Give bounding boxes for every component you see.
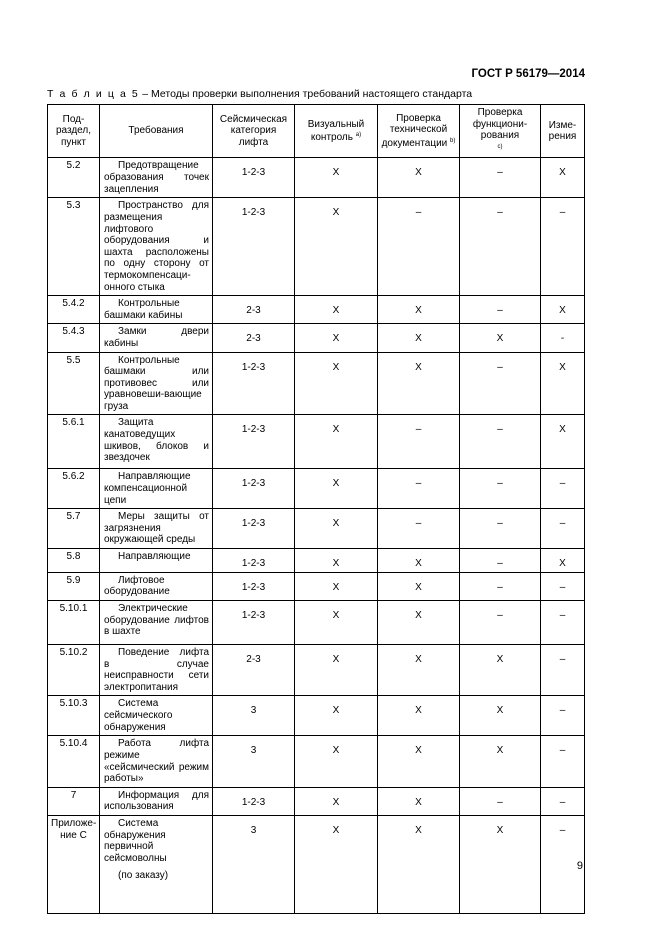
section-cell: 7: [48, 787, 100, 815]
requirement-cell: [100, 324, 213, 352]
table-header-row: [48, 105, 585, 158]
tech-docs-cell: X: [378, 549, 460, 573]
seismic-category-cell: 1-2-3: [213, 787, 295, 815]
measurement-cell: –: [541, 787, 585, 815]
requirement-cell: [100, 158, 213, 198]
column-header-function-check: [460, 105, 541, 158]
requirement-cell: [100, 736, 213, 787]
table-row: [48, 352, 585, 415]
requirement-text: Предотвращение образования точек зацепления: [104, 160, 209, 195]
footnote-b: b): [450, 137, 456, 144]
table-row: [48, 736, 585, 787]
seismic-category-cell: 1-2-3: [213, 198, 295, 296]
visual-check-cell: X: [295, 469, 378, 509]
column-header-visual: [295, 105, 378, 158]
tech-docs-cell: X: [378, 352, 460, 415]
measurement-cell: –: [541, 645, 585, 696]
requirements-table: [47, 104, 585, 914]
visual-check-cell: X: [295, 601, 378, 645]
table-row: [48, 158, 585, 198]
requirement-text: Поведение лифта в случае неисправности сети электропитания: [104, 647, 209, 693]
requirement-text: Меры защиты от загрязнения окружающей среды: [104, 511, 209, 546]
visual-check-cell: X: [295, 509, 378, 549]
tech-docs-cell: X: [378, 645, 460, 696]
tech-docs-cell: X: [378, 787, 460, 815]
seismic-category-cell: 2-3: [213, 296, 295, 324]
column-header-tech-docs: [378, 105, 460, 158]
function-check-cell: X: [460, 696, 541, 736]
measurement-cell: X: [541, 296, 585, 324]
requirement-text: Работа лифта режиме «сейсмический режим работы»: [104, 738, 209, 785]
section-cell: 5.10.2: [48, 645, 100, 696]
requirement-cell: [100, 296, 213, 324]
column-header-seismic-category: Сейсмическая категория лифта: [213, 105, 295, 158]
measurement-cell: –: [541, 601, 585, 645]
requirement-cell: [100, 352, 213, 415]
visual-check-cell: X: [295, 158, 378, 198]
section-cell: 5.9: [48, 572, 100, 600]
measurement-cell: –: [541, 198, 585, 296]
table-label: Т а б л и ц а 5: [47, 88, 140, 100]
table-row: [48, 509, 585, 549]
function-check-cell: X: [460, 324, 541, 352]
table-row: [48, 787, 585, 815]
function-check-cell: –: [460, 787, 541, 815]
requirement-text: Информация для использования: [104, 789, 209, 813]
seismic-category-cell: 3: [213, 815, 295, 913]
section-cell: 5.6.1: [48, 415, 100, 469]
function-check-cell: –: [460, 469, 541, 509]
column-header-func-text: Проверка функциони-рования: [472, 107, 528, 142]
requirement-text: Направляющие: [118, 551, 191, 563]
table-row: [48, 415, 585, 469]
visual-check-cell: X: [295, 549, 378, 573]
tech-docs-cell: –: [378, 415, 460, 469]
requirement-text: Защита канатоведущих шкивов, блоков и звездочек: [104, 417, 209, 464]
seismic-category-cell: 1-2-3: [213, 601, 295, 645]
table-row: [48, 324, 585, 352]
column-header-subsection: Под-раздел, пункт: [48, 105, 100, 158]
section-cell: 5.4.3: [48, 324, 100, 352]
footnote-a: а): [355, 132, 362, 139]
seismic-category-cell: 2-3: [213, 324, 295, 352]
measurement-cell: X: [541, 415, 585, 469]
section-cell: 5.10.3: [48, 696, 100, 736]
tech-docs-cell: –: [378, 198, 460, 296]
section-cell: Приложе-ние С: [48, 815, 100, 913]
table-row: [48, 296, 585, 324]
seismic-category-cell: 1-2-3: [213, 352, 295, 415]
page-number: 9: [576, 860, 583, 872]
seismic-category-cell: 1-2-3: [213, 469, 295, 509]
requirement-cell: [100, 601, 213, 645]
measurement-cell: -: [541, 324, 585, 352]
measurement-cell: –: [541, 509, 585, 549]
requirement-cell: [100, 469, 213, 509]
visual-check-cell: X: [295, 324, 378, 352]
measurement-cell: –: [541, 572, 585, 600]
table-row: [48, 469, 585, 509]
table-row: [48, 549, 585, 573]
requirement-text: Замки двери кабины: [104, 326, 209, 349]
visual-check-cell: X: [295, 352, 378, 415]
table-row: [48, 645, 585, 696]
tech-docs-cell: X: [378, 815, 460, 913]
function-check-cell: –: [460, 572, 541, 600]
table-row: [48, 198, 585, 296]
tech-docs-cell: X: [378, 296, 460, 324]
requirement-cell: [100, 549, 213, 573]
section-cell: 5.5: [48, 352, 100, 415]
visual-check-cell: X: [295, 415, 378, 469]
requirement-text: Система обнаружения первичной сейсмоволны: [104, 817, 167, 864]
function-check-cell: –: [460, 509, 541, 549]
function-check-cell: X: [460, 645, 541, 696]
requirement-cell: [100, 509, 213, 549]
seismic-category-cell: 3: [213, 736, 295, 787]
column-header-requirements: Требования: [100, 105, 213, 158]
section-cell: 5.4.2: [48, 296, 100, 324]
tech-docs-cell: X: [378, 601, 460, 645]
table-row: [48, 601, 585, 645]
seismic-category-cell: 2-3: [213, 645, 295, 696]
seismic-category-cell: 1-2-3: [213, 572, 295, 600]
requirement-text: Контрольные башмаки или противовес или уравновеши-вающие груза: [104, 354, 209, 412]
function-check-cell: –: [460, 601, 541, 645]
visual-check-cell: X: [295, 296, 378, 324]
requirement-cell: [100, 645, 213, 696]
requirement-cell: [100, 415, 213, 469]
section-cell: 5.3: [48, 198, 100, 296]
table-row: [48, 572, 585, 600]
requirement-text: Система сейсмического обнаружения: [104, 698, 173, 733]
function-check-cell: –: [460, 352, 541, 415]
function-check-cell: –: [460, 296, 541, 324]
tech-docs-cell: X: [378, 572, 460, 600]
measurement-cell: X: [541, 352, 585, 415]
seismic-category-cell: 1-2-3: [213, 509, 295, 549]
visual-check-cell: X: [295, 787, 378, 815]
measurement-cell: –: [541, 736, 585, 787]
visual-check-cell: X: [295, 815, 378, 913]
table-row: [48, 696, 585, 736]
section-cell: 5.10.4: [48, 736, 100, 787]
measurement-cell: X: [541, 549, 585, 573]
visual-check-cell: X: [295, 572, 378, 600]
requirement-text: Лифтовое оборудование: [104, 574, 170, 598]
requirement-text: Электрические оборудование лифтов в шахте: [104, 603, 209, 638]
function-check-cell: –: [460, 198, 541, 296]
tech-docs-cell: X: [378, 696, 460, 736]
section-cell: 5.6.2: [48, 469, 100, 509]
column-header-measurements: Изме-рения: [541, 105, 585, 158]
requirement-cell: [100, 198, 213, 296]
visual-check-cell: X: [295, 645, 378, 696]
requirement-note: (по заказу): [118, 870, 169, 882]
seismic-category-cell: 3: [213, 696, 295, 736]
section-cell: 5.8: [48, 549, 100, 573]
requirement-text: Пространство для размещения лифтового оборудования и шахта расположены по одну сторону от термокомпенсаци-онного стыка: [104, 200, 209, 293]
section-cell: 5.7: [48, 509, 100, 549]
visual-check-cell: X: [295, 736, 378, 787]
requirement-cell: [100, 815, 213, 913]
requirement-cell: [100, 787, 213, 815]
requirement-text: Направляющие компенсационной цепи: [104, 471, 191, 506]
footnote-c: с): [497, 143, 503, 150]
tech-docs-cell: X: [378, 158, 460, 198]
measurement-cell: –: [541, 696, 585, 736]
table-body: [48, 158, 585, 914]
function-check-cell: X: [460, 736, 541, 787]
tech-docs-cell: X: [378, 736, 460, 787]
table-title: – Методы проверки выполнения требований настоящего стандарта: [139, 88, 473, 100]
seismic-category-cell: 1-2-3: [213, 415, 295, 469]
standard-number: ГОСТ Р 56179—2014: [471, 68, 585, 80]
requirement-cell: [100, 696, 213, 736]
tech-docs-cell: –: [378, 509, 460, 549]
seismic-category-cell: 1-2-3: [213, 549, 295, 573]
function-check-cell: X: [460, 815, 541, 913]
function-check-cell: –: [460, 158, 541, 198]
section-cell: 5.10.1: [48, 601, 100, 645]
requirement-cell: [100, 572, 213, 600]
table-row: [48, 815, 585, 913]
section-cell: 5.2: [48, 158, 100, 198]
function-check-cell: –: [460, 415, 541, 469]
table-caption: [47, 88, 472, 100]
measurement-cell: –: [541, 815, 585, 913]
column-header-tech-text: Проверка технической документации: [381, 112, 448, 149]
tech-docs-cell: –: [378, 469, 460, 509]
visual-check-cell: X: [295, 696, 378, 736]
measurement-cell: X: [541, 158, 585, 198]
measurement-cell: –: [541, 469, 585, 509]
function-check-cell: –: [460, 549, 541, 573]
tech-docs-cell: X: [378, 324, 460, 352]
column-header-visual-text: Визуальный контроль: [307, 118, 365, 144]
visual-check-cell: X: [295, 198, 378, 296]
requirement-text: Контрольные башмаки кабины: [104, 298, 183, 321]
seismic-category-cell: 1-2-3: [213, 158, 295, 198]
